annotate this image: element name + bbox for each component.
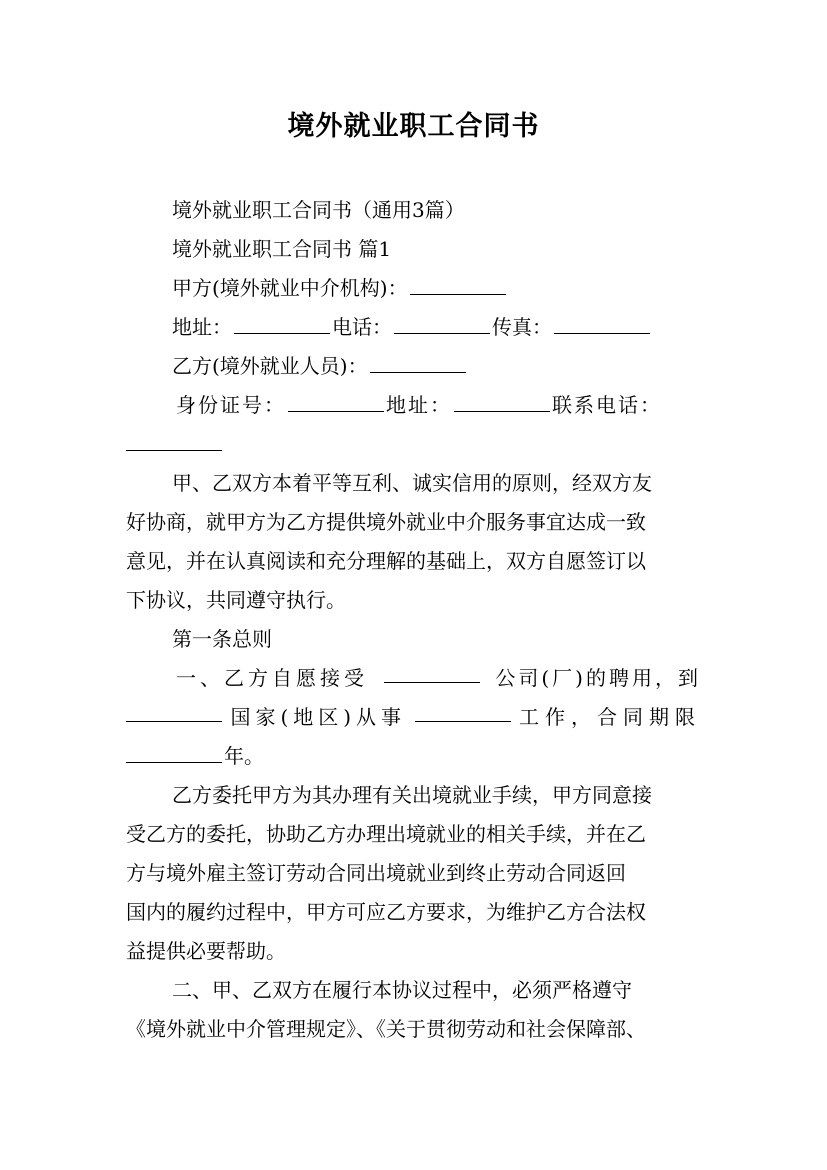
paragraph-1-line: 好协商，就甲方为乙方提供境外就业中介服务事宜达成一致 bbox=[126, 510, 646, 534]
party-b-line bbox=[172, 352, 701, 380]
party-b-blank bbox=[370, 354, 466, 373]
fax-blank bbox=[554, 315, 650, 334]
chapter-heading: 第一条总则 bbox=[172, 627, 272, 651]
paragraph-1-line: 甲、乙双方本着平等互利、诚实信用的原则，经双方友 bbox=[172, 471, 652, 495]
paragraph-2-line: 受乙方的委托，协助乙方办理出境就业的相关手续，并在乙 bbox=[126, 822, 646, 846]
job-blank bbox=[415, 703, 511, 722]
clause-1-text: 工作，合同期限 bbox=[518, 705, 701, 729]
party-a-label: 甲方(境外就业中介机构)： bbox=[172, 276, 408, 300]
clause-1-line bbox=[126, 742, 701, 770]
paragraph-2-line: 乙方委托甲方为其办理有关出境就业手续，甲方同意接 bbox=[172, 783, 652, 807]
id-line-continued bbox=[126, 430, 701, 458]
clause-1-text: 公司(厂)的聘用，到 bbox=[495, 666, 701, 690]
address-blank bbox=[234, 315, 330, 334]
clause-1-line bbox=[126, 703, 701, 731]
clause-1-text: 年。 bbox=[224, 744, 264, 768]
party-a-blank bbox=[410, 276, 506, 295]
paragraph-1-line: 意见，并在认真阅读和充分理解的基础上，双方自愿签订以 bbox=[126, 549, 646, 573]
fax-label: 传真： bbox=[492, 315, 552, 339]
document-title: 境外就业职工合同书 bbox=[287, 111, 540, 142]
paragraph-1-line: 下协议，共同遵守执行。 bbox=[126, 588, 346, 612]
phone-label: 电话： bbox=[332, 315, 392, 339]
paragraph-3-line: 《境外就业中介管理规定》、《关于贯彻劳动和社会保障部、 bbox=[126, 1017, 646, 1041]
contact-phone-label: 联系电话： bbox=[552, 393, 662, 417]
party-a-line bbox=[172, 274, 701, 302]
clause-1-text: 国家(地区)从事 bbox=[230, 705, 407, 729]
id-blank bbox=[288, 393, 384, 412]
phone-blank bbox=[394, 315, 490, 334]
address-label: 地址： bbox=[172, 315, 232, 339]
paragraph-2-line: 益提供必要帮助。 bbox=[126, 939, 286, 963]
id-label: 身份证号： bbox=[176, 393, 286, 417]
section-heading: 境外就业职工合同书 篇1 bbox=[172, 237, 392, 261]
paragraph-3-line: 二、甲、乙双方在履行本协议过程中，必须严格遵守 bbox=[172, 978, 632, 1002]
subtitle: 境外就业职工合同书（通用3篇） bbox=[172, 198, 465, 222]
paragraph-2-line: 方与境外雇主签订劳动合同出境就业到终止劳动合同返回 bbox=[126, 861, 626, 885]
country-blank bbox=[126, 703, 222, 722]
term-blank bbox=[126, 744, 222, 763]
id-line bbox=[176, 391, 701, 419]
paragraph-2-line: 国内的履约过程中，甲方可应乙方要求，为维护乙方合法权 bbox=[126, 900, 646, 924]
contact-phone-blank bbox=[126, 432, 222, 451]
contact-line bbox=[172, 313, 701, 341]
address2-blank bbox=[454, 393, 550, 412]
company-blank bbox=[384, 664, 480, 683]
clause-1-line bbox=[176, 664, 701, 692]
address2-label: 地址： bbox=[386, 393, 452, 417]
party-b-label: 乙方(境外就业人员)： bbox=[172, 354, 368, 378]
clause-1-text: 一、乙方自愿接受 bbox=[176, 666, 368, 690]
